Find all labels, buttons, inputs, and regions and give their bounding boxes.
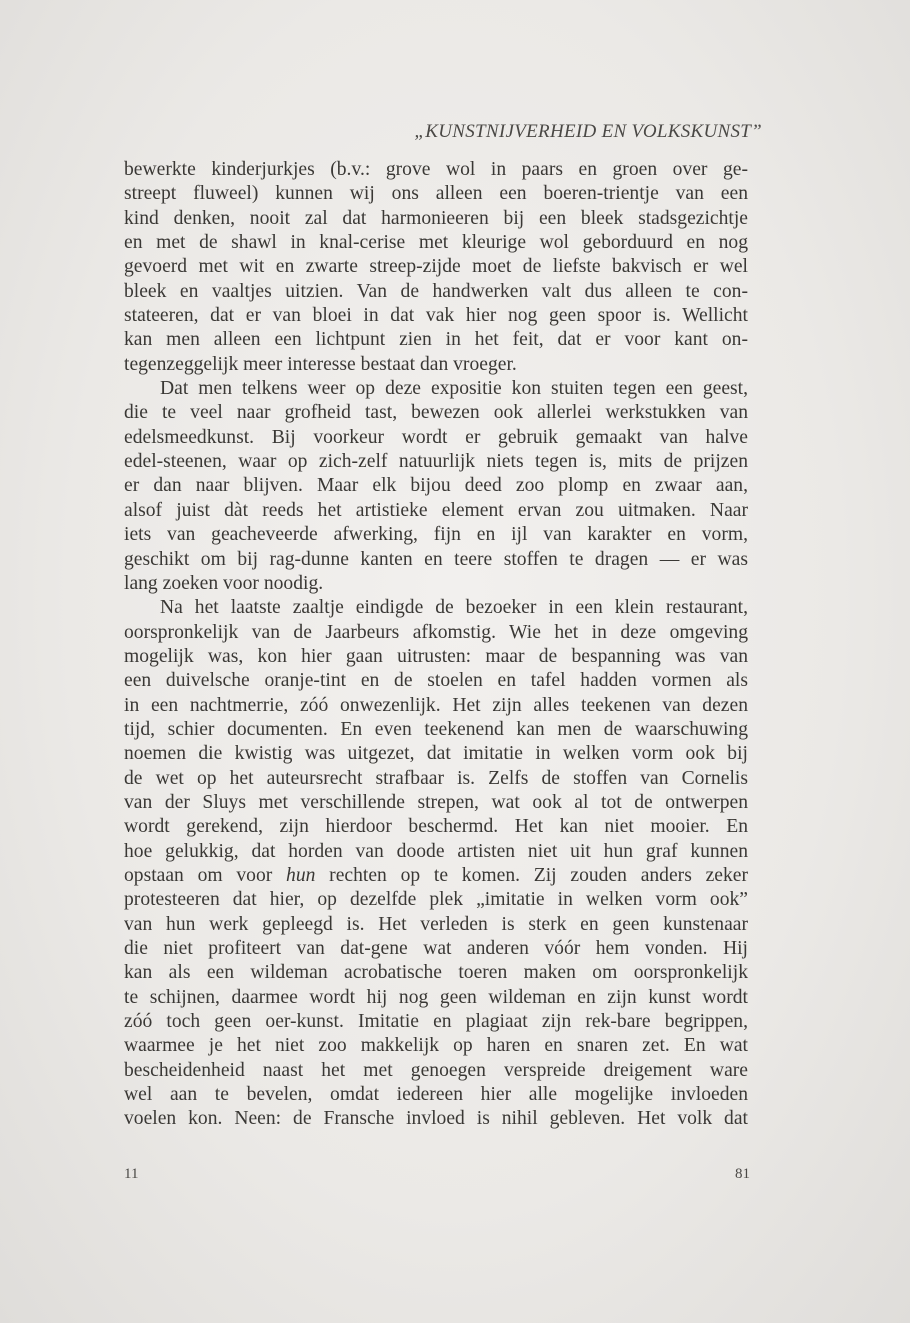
text-line: streept fluweel) kunnen wij ons alleen een boeren-trientje van een: [124, 183, 748, 205]
text-line: Na het laatste zaaltje eindigde de bezoeker in een klein restaurant,: [160, 597, 748, 619]
text-line: van hun werk gepleegd is. Het verleden is sterk en geen kunstenaar: [124, 913, 748, 935]
text-fragment: opstaan om voor: [124, 864, 287, 886]
text-line: voelen kon. Neen: de Fransche invloed is nihil gebleven. Het volk dat: [124, 1108, 748, 1130]
text-line: tegenzeggelijk meer interesse bestaat dan vroeger.: [124, 353, 517, 375]
text-line: geschikt om bij rag-dunne kanten en teere stoffen te dragen — er was: [124, 548, 748, 570]
text-line: wel aan te bevelen, omdat iedereen hier alle mogelijke invloeden: [124, 1084, 748, 1106]
text-line: kind denken, nooit zal dat harmonieeren bij een bleek stadsgezichtje: [124, 207, 748, 229]
text-line: mogelijk was, kon hier gaan uitrusten: maar de bespanning was van: [124, 645, 748, 667]
text-line: kan als een wildeman acrobatische toeren maken om oorspronkelijk: [124, 962, 748, 984]
text-fragment: rechten op te komen. Zij zouden anders zeker: [315, 864, 748, 886]
text-line: en met de shawl in knal-cerise met kleurige wol geborduurd en nog: [124, 232, 748, 254]
text-line: hoe gelukkig, dat horden van doode artisten niet uit hun graf kunnen: [124, 840, 748, 862]
text-line: oorspronkelijk van de Jaarbeurs afkomstig. Wie het in deze omgeving: [124, 621, 748, 643]
text-line: iets van geacheveerde afwerking, fijn en ijl van karakter en vorm,: [124, 524, 748, 546]
text-line: Dat men telkens weer op deze expositie kon stuiten tegen een geest,: [160, 378, 748, 400]
text-line: protesteeren dat hier, op dezelfde plek „imitatie in welken vorm ook”: [124, 889, 748, 911]
text-line: noemen die kwistig was uitgezet, dat imitatie in welken vorm ook bij: [124, 743, 748, 765]
text-line: zóó toch geen oer-kunst. Imitatie en plagiaat zijn rek-bare begrippen,: [124, 1011, 748, 1033]
text-line: te schijnen, daarmee wordt hij nog geen wildeman en zijn kunst wordt: [124, 986, 748, 1008]
text-line: waarmee je het niet zoo makkelijk op haren en snaren zet. En wat: [124, 1035, 748, 1057]
text-line: wordt gerekend, zijn hierdoor beschermd. Het kan niet mooier. En: [124, 816, 748, 838]
text-line: edel-steenen, waar op zich-zelf natuurlijk niets tegen is, mits de prijzen: [124, 451, 748, 473]
signature-mark: 11: [124, 1166, 139, 1182]
text-line: lang zoeken voor noodig.: [124, 572, 324, 594]
text-line: in een nachtmerrie, zóó onwezenlijk. Het zijn alles teekenen van dezen: [124, 694, 748, 716]
text-line: er dan naar blijven. Maar elk bijou deed zoo plomp en zwaar aan,: [124, 475, 748, 497]
running-head-title: „KUNSTNIJVERHEID EN VOLKSKUNST”: [414, 121, 762, 142]
text-line: van der Sluys met verschillende strepen, wat ook al tot de ontwerpen: [124, 791, 748, 813]
text-line: alsof juist dàt reeds het artistieke element ervan zou uitmaken. Naar: [124, 499, 748, 521]
text-line: kan men alleen een lichtpunt zien in het feit, dat er voor kant on-: [124, 329, 748, 351]
page-number: 81: [735, 1166, 750, 1182]
text-line: stateeren, dat er van bloei in dat vak hier nog geen spoor is. Wellicht: [124, 305, 748, 327]
text-line: die niet profiteert van dat-gene wat anderen vóór hem vonden. Hij: [124, 938, 748, 959]
body-text: [124, 158, 748, 1132]
text-line: tijd, schier documenten. En even teekenend kan men de waarschuwing: [124, 718, 748, 740]
text-line: een duivelsche oranje-tint en de stoelen en tafel hadden vormen als: [124, 670, 748, 692]
text-line: gevoerd met wit en zwarte streep-zijde moet de liefste bakvisch er wel: [124, 256, 748, 278]
text-line: bewerkte kinderjurkjes (b.v.: grove wol in paars en groen over ge-: [124, 159, 748, 180]
text-line: die te veel naar grofheid tast, bewezen ook allerlei werkstukken van: [124, 402, 748, 424]
text-line: [124, 864, 748, 888]
text-line: bleek en vaaltjes uitzien. Van de handwerken valt dus alleen te con-: [124, 280, 748, 302]
italic-word: hun: [286, 864, 316, 886]
text-line: bescheidenheid naast het met genoegen verspreide dreigement ware: [124, 1059, 748, 1081]
text-line: de wet op het auteursrecht strafbaar is. Zelfs de stoffen van Cornelis: [124, 767, 748, 789]
text-line: edelsmeedkunst. Bij voorkeur wordt er gebruik gemaakt van halve: [124, 426, 748, 448]
